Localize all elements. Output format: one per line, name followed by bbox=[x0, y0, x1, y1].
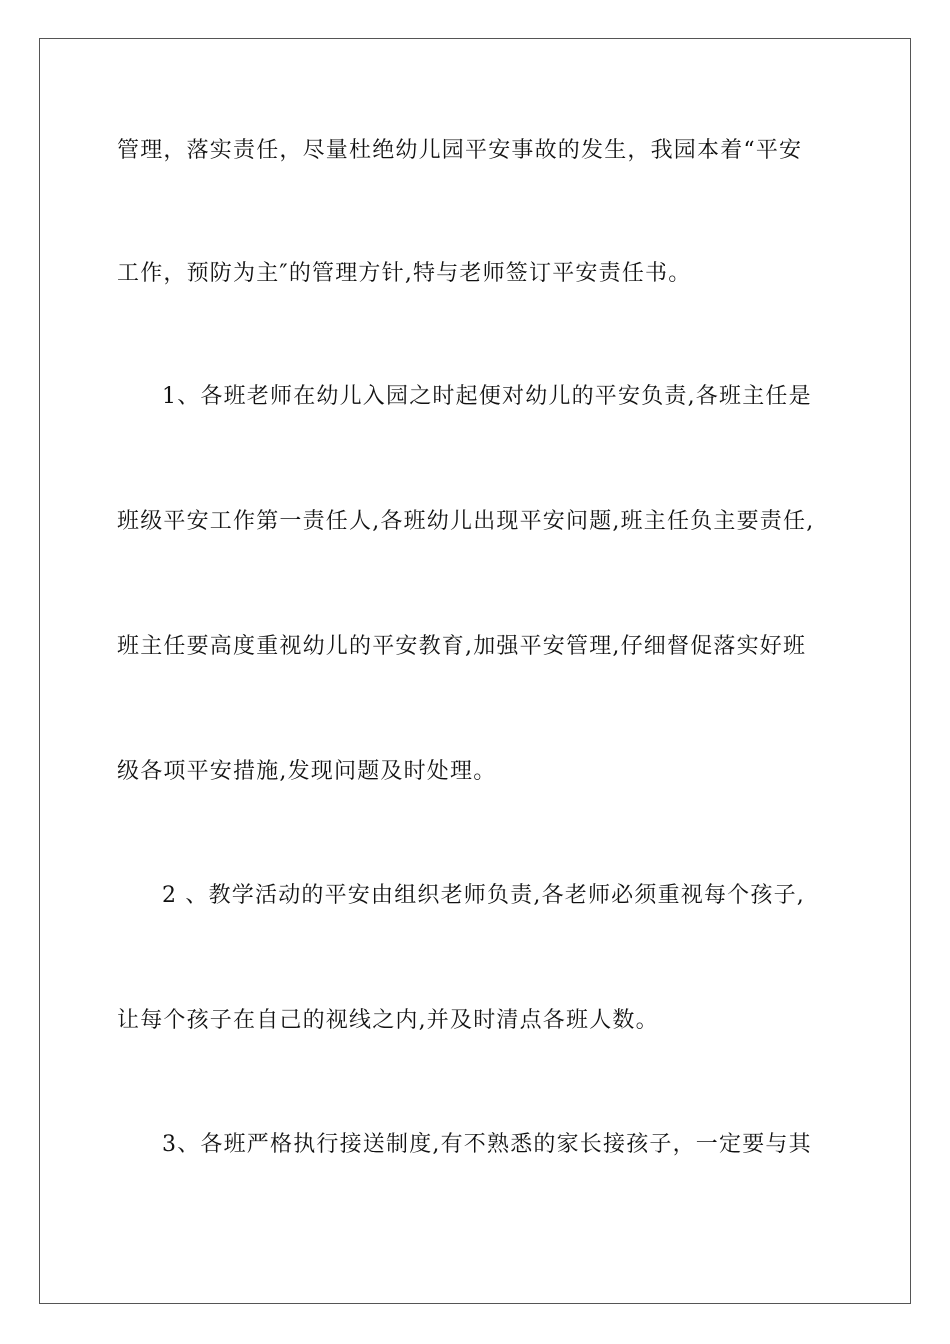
paragraph-1-line: 1、各班老师在幼儿入园之时起便对幼儿的平安负责,各班主任是 bbox=[162, 384, 812, 409]
page-border bbox=[39, 38, 911, 1304]
text-line: 管理，落实责任，尽量杜绝幼儿园平安事故的发生，我园本着“平安 bbox=[117, 138, 803, 163]
paragraph-3-line: 3、各班严格执行接送制度,有不熟悉的家长接孩子，一定要与其 bbox=[162, 1132, 812, 1157]
text-line: 工作，预防为主″的管理方针,特与老师签订平安责任书。 bbox=[117, 261, 692, 286]
text-line: 班级平安工作第一责任人,各班幼儿出现平安问题,班主任负主要责任, bbox=[117, 509, 815, 534]
paragraph-2-line: 2 、教学活动的平安由组织老师负责,各老师必须重视每个孩子, bbox=[162, 883, 805, 908]
text-line: 级各项平安措施,发现问题及时处理。 bbox=[117, 759, 497, 784]
text-line: 让每个孩子在自己的视线之内,并及时清点各班人数。 bbox=[117, 1008, 659, 1033]
text-line: 班主任要高度重视幼儿的平安教育,加强平安管理,仔细督促落实好班 bbox=[117, 634, 807, 659]
